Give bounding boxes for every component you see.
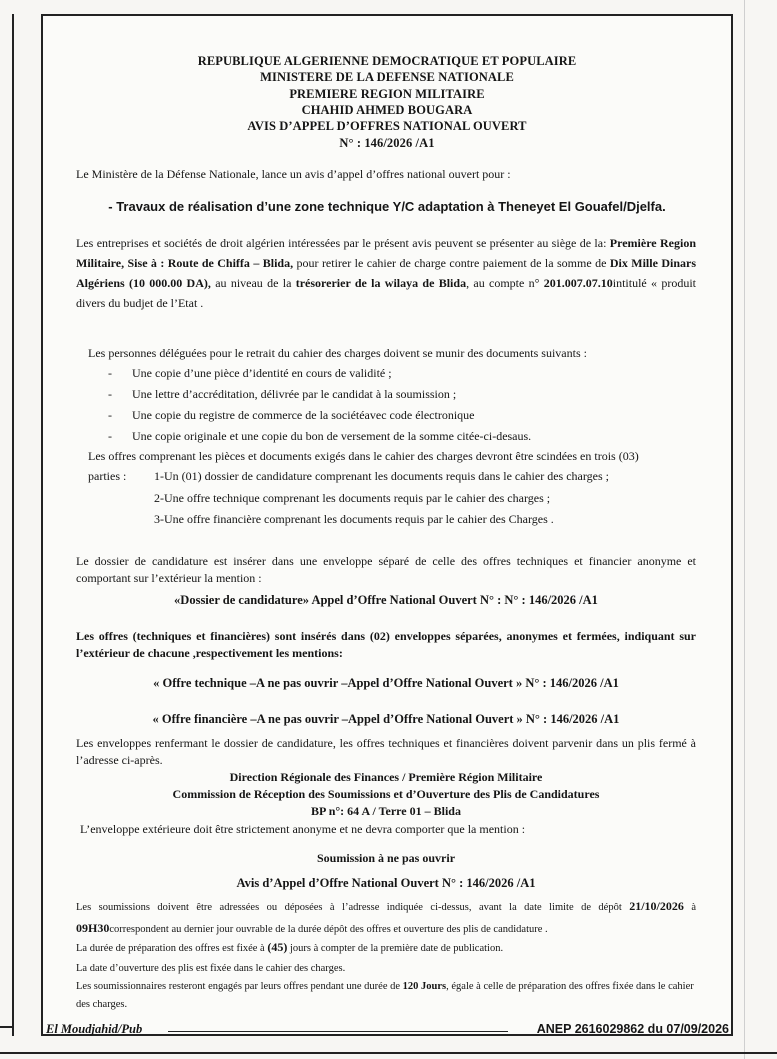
header-line-1: REPUBLIQUE ALGERIENNE DEMOCRATIQUE ET POPULAIRE bbox=[197, 54, 577, 68]
preparation-days: (45) bbox=[267, 940, 288, 954]
page-edge bbox=[744, 0, 745, 1059]
outer-mention-1: Soumission à ne pas ouvrir bbox=[316, 851, 456, 865]
address-line-2: Commission de Réception des Soumissions et d’Ouverture des Plis de Candidatures bbox=[172, 787, 600, 801]
para1-text-4: , au compte n° bbox=[466, 276, 544, 290]
opening-text: La date d’ouverture des plis est fixée dans le cahier des charges. bbox=[76, 963, 346, 974]
envelopes-text: Les enveloppes renfermant le dossier de candidature, les offres techniques et financières doivent parvenir dans un plis fermé à l’adresse ci-après. bbox=[76, 736, 696, 767]
document-item: - Une lettre d’accréditation, délivrée par le candidat à la soumission ; bbox=[108, 387, 457, 401]
validity-text-1: Les soumissionnaires resteront engagés par leurs offres pendant une durée de bbox=[76, 981, 403, 992]
project-title: - Travaux de réalisation d’une zone technique Y/C adaptation à Theneyet El Gouafel/Djelfa. bbox=[108, 199, 666, 214]
dossier-text: Le dossier de candidature est insérer dans une enveloppe séparé de celle des offres techniques et financier anonyme et comportant sur l’extérieur la mention : bbox=[76, 554, 696, 585]
document-item: - Une copie d’une pièce d’identité en cours de validité ; bbox=[108, 366, 392, 380]
deadline-date: 21/10/2026 bbox=[629, 899, 684, 913]
parts-label: parties : bbox=[88, 469, 127, 483]
address-line-3: BP n°: 64 A / Terre 01 – Blida bbox=[311, 804, 461, 818]
document-item-text: Une copie d’une pièce d’identité en cours de validité ; bbox=[132, 366, 392, 380]
intro-text: Le Ministère de la Défense Nationale, lance un avis d’appel d’offres national ouvert pour : bbox=[76, 167, 511, 181]
footer-reference: ANEP 2616029862 du 07/09/2026 bbox=[536, 1022, 729, 1036]
preparation-text-2: jours à compter de la première date de publication. bbox=[287, 943, 504, 954]
document-item: - Une copie originale et une copie du bon de versement de la somme citée-ci-desaus. bbox=[108, 429, 532, 443]
footer-divider bbox=[168, 1031, 508, 1032]
preparation-text bbox=[76, 939, 696, 957]
header-line-5: AVIS D’APPEL D’OFFRES NATIONAL OUVERT bbox=[247, 119, 527, 133]
deadline-text-3: correspondent au dernier jour ouvrable de la durée dépôt des offres et ouverture des plis de candidature . bbox=[109, 924, 548, 935]
para1-bold-3: trésorerier de la wilaya de Blida bbox=[295, 276, 467, 290]
deadline-text bbox=[76, 896, 696, 940]
part-item: 2-Une offre technique comprenant les documents requis par le cahier des charges ; bbox=[154, 491, 551, 505]
document-item-text: Une copie du registre de commerce de la sociétéavec code électronique bbox=[132, 408, 475, 422]
outer-mention-2: Avis d’Appel d’Offre National Ouvert N° : 146/2026 /A1 bbox=[236, 876, 536, 890]
validity-text-2: , égale à celle de préparation des offres fixée dans le cahier des charges. bbox=[76, 981, 694, 1010]
header-line-2: MINISTERE DE LA DEFENSE NATIONALE bbox=[260, 70, 514, 84]
para1-text-5: intitulé « produit divers du budjet de l’Etat . bbox=[76, 276, 696, 310]
validity-text bbox=[76, 978, 696, 1014]
para1-bold-1: Première Region Militaire, Sise à : Route de Chiffa – Blida, bbox=[76, 236, 696, 270]
footer-publication: El Moudjahid/Pub bbox=[46, 1022, 143, 1036]
para1-text-1: Les entreprises et sociétés de droit algérien intéressées par le présent avis peuvent se présenter au siège de la: bbox=[76, 236, 610, 250]
document-item-text: Une copie originale et une copie du bon de versement de la somme citée-ci-desaus. bbox=[132, 429, 532, 443]
part-item: 1-Un (01) dossier de candidature comprenant les documents requis dans le cahier des charges ; bbox=[154, 469, 609, 483]
para1-bold-4: 201.007.07.10 bbox=[543, 276, 613, 290]
preparation-text-1: La durée de préparation des offres est fixée à bbox=[76, 943, 268, 954]
offer-financiere-mention: « Offre financière –A ne pas ouvrir –Appel d’Offre National Ouvert » N° : 146/2026 /A1 bbox=[152, 712, 620, 726]
outer-envelope-text: L’enveloppe extérieure doit être strictement anonyme et ne devra comporter que la mention : bbox=[80, 822, 526, 836]
deadline-text-2: à bbox=[683, 902, 696, 913]
validity-days: 120 Jours bbox=[402, 981, 447, 992]
bottom-border bbox=[0, 1052, 777, 1054]
left-column-border bbox=[0, 14, 14, 1036]
parts-intro: Les offres comprenant les pièces et documents exigés dans le cahier des charges devront être scindées en trois (03) bbox=[88, 449, 639, 463]
para1-bold-2: Dix Mille Dinars Algériens (10 000.00 DA), bbox=[76, 256, 697, 290]
part-item: 3-Une offre financière comprenant les documents requis par le cahier des Charges . bbox=[154, 512, 554, 526]
para1-text-3: au niveau de la bbox=[210, 276, 296, 290]
header-reference: N° : 146/2026 /A1 bbox=[339, 136, 435, 150]
header-line-4: CHAHID AHMED BOUGARA bbox=[301, 103, 473, 117]
header-line-3: PREMIERE REGION MILITAIRE bbox=[289, 87, 485, 101]
document-item-text: Une lettre d’accréditation, délivrée par le candidat à la soumission ; bbox=[132, 387, 457, 401]
deadline-time: 09H30 bbox=[76, 921, 110, 935]
dossier-mention: «Dossier de candidature» Appel d’Offre National Ouvert N° : N° : 146/2026 /A1 bbox=[174, 593, 598, 607]
para1-text-2: pour retirer le cahier de charge contre paiement de la somme de bbox=[293, 256, 610, 270]
offer-technique-mention: « Offre technique –A ne pas ouvrir –Appel d’Offre National Ouvert » N° : 146/2026 /A1 bbox=[153, 676, 619, 690]
documents-intro: Les personnes déléguées pour le retrait du cahier des charges doivent se munir des documents suivants : bbox=[88, 346, 587, 360]
paragraph-retrait bbox=[76, 233, 696, 313]
deadline-text-1: Les soumissions doivent être adressées ou déposées à l’adresse indiquée ci-dessus, avant la date limite de dépôt bbox=[76, 902, 630, 913]
document-item: - Une copie du registre de commerce de la sociétéavec code électronique bbox=[108, 408, 475, 422]
offers-text: Les offres (techniques et financières) sont insérés dans (02) enveloppes séparées, anonymes et fermées, indiquant sur l’extérieur de chacune ,respectivement les mentions: bbox=[76, 629, 696, 660]
address-line-1: Direction Régionale des Finances / Première Région Militaire bbox=[229, 770, 543, 784]
